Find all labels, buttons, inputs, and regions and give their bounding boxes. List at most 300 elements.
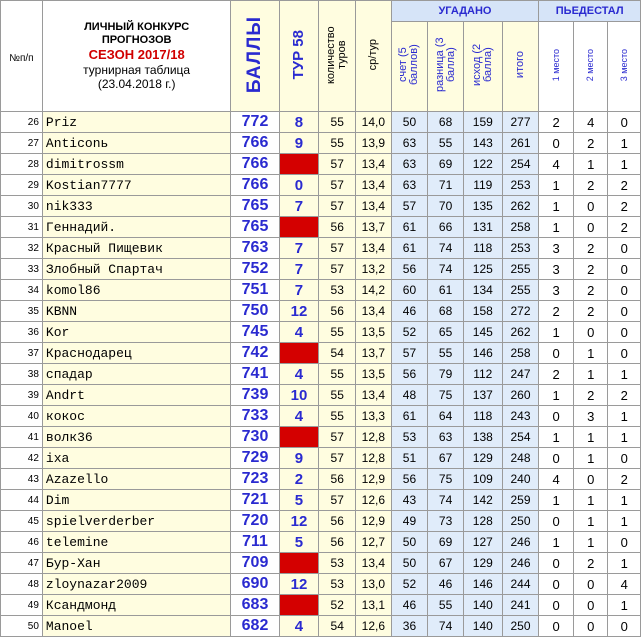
tours-count: 54 — [319, 616, 356, 637]
table-row — [1, 133, 641, 154]
participant-name: Anticonь — [42, 133, 231, 154]
guessed-diff: 55 — [428, 595, 464, 616]
row-number: 38 — [1, 364, 43, 385]
table-row — [1, 112, 641, 133]
podium-second: 0 — [573, 217, 608, 238]
tours-count: 56 — [319, 469, 356, 490]
participant-name: Manoel — [42, 616, 231, 637]
table-row — [1, 301, 641, 322]
podium-second: 1 — [573, 490, 608, 511]
points-value: 765 — [231, 217, 279, 238]
avg-per-tour: 13,2 — [356, 259, 392, 280]
participant-name: zloynazar2009 — [42, 574, 231, 595]
podium-first: 0 — [539, 616, 574, 637]
tours-count: 55 — [319, 112, 356, 133]
guessed-outcome: 146 — [463, 343, 502, 364]
participant-name: nik333 — [42, 196, 231, 217]
podium-second: 0 — [573, 322, 608, 343]
participant-name: Бур-Хан — [42, 553, 231, 574]
guessed-outcome: 112 — [463, 364, 502, 385]
avg-per-tour: 13,1 — [356, 595, 392, 616]
participant-name: Краснодарец — [42, 343, 231, 364]
podium-second: 0 — [573, 469, 608, 490]
tours-count: 57 — [319, 154, 356, 175]
participant-name: Ксандмонд — [42, 595, 231, 616]
tour-header — [279, 1, 319, 112]
podium-second: 0 — [573, 196, 608, 217]
table-row — [1, 322, 641, 343]
guessed-score: 48 — [391, 385, 428, 406]
guessed-score: 43 — [391, 490, 428, 511]
podium-third: 0 — [608, 616, 641, 637]
guessed-score: 63 — [391, 133, 428, 154]
points-value: 745 — [231, 322, 279, 343]
podium-second: 1 — [573, 532, 608, 553]
tours-count: 56 — [319, 532, 356, 553]
points-value: 729 — [231, 448, 279, 469]
tour-points — [279, 595, 319, 616]
guessed-group-label: УГАДАНО — [438, 5, 492, 17]
podium-second: 0 — [573, 574, 608, 595]
guessed-score: 36 — [391, 616, 428, 637]
avg-per-tour: 13,7 — [356, 217, 392, 238]
points-header-label: БАЛЛЫ — [243, 15, 265, 94]
guessed-outcome: 137 — [463, 385, 502, 406]
participant-name: ixa — [42, 448, 231, 469]
tour-points: 7 — [279, 259, 319, 280]
guessed-diff: 63 — [428, 427, 464, 448]
podium-first: 3 — [539, 238, 574, 259]
participant-name: кокос — [42, 406, 231, 427]
participant-name: Kostian7777 — [42, 175, 231, 196]
podium-third: 2 — [608, 469, 641, 490]
avg-per-tour: 13,4 — [356, 301, 392, 322]
row-number: 39 — [1, 385, 43, 406]
avg-per-tour: 13,4 — [356, 154, 392, 175]
podium-first: 0 — [539, 511, 574, 532]
guessed-diff: 66 — [428, 217, 464, 238]
tours-count: 55 — [319, 133, 356, 154]
guessed-score: 51 — [391, 448, 428, 469]
avg-per-tour: 12,8 — [356, 427, 392, 448]
tours-count-header — [319, 1, 356, 112]
table-row — [1, 616, 641, 637]
tour-header-label: ТУР 58 — [290, 29, 308, 80]
avg-per-tour: 13,9 — [356, 133, 392, 154]
podium-third: 0 — [608, 280, 641, 301]
row-number: 26 — [1, 112, 43, 133]
points-value: 720 — [231, 511, 279, 532]
guessed-total: 262 — [502, 322, 539, 343]
avg-header — [356, 1, 392, 112]
podium-second: 2 — [573, 280, 608, 301]
guessed-total: 254 — [502, 154, 539, 175]
total-header-label: итого — [514, 51, 526, 79]
podium-third: 1 — [608, 553, 641, 574]
podium-third: 4 — [608, 574, 641, 595]
guessed-diff: 69 — [428, 532, 464, 553]
guessed-diff: 67 — [428, 553, 464, 574]
num-header — [1, 1, 43, 112]
points-value: 752 — [231, 259, 279, 280]
podium-first: 0 — [539, 595, 574, 616]
standings-rows — [1, 112, 641, 637]
podium-second: 2 — [573, 301, 608, 322]
score-header-label: счет (5 баллов) — [397, 44, 421, 86]
row-number: 50 — [1, 616, 43, 637]
row-number: 34 — [1, 280, 43, 301]
podium-second: 2 — [573, 553, 608, 574]
podium-first: 0 — [539, 574, 574, 595]
podium-first: 0 — [539, 343, 574, 364]
row-number: 42 — [1, 448, 43, 469]
podium-second: 1 — [573, 364, 608, 385]
tours-count: 52 — [319, 595, 356, 616]
guessed-score: 63 — [391, 154, 428, 175]
participant-name: spielverderber — [42, 511, 231, 532]
guessed-score: 53 — [391, 427, 428, 448]
tours-count: 55 — [319, 406, 356, 427]
tour-points: 5 — [279, 490, 319, 511]
tour-points: 4 — [279, 322, 319, 343]
podium-third: 0 — [608, 448, 641, 469]
tours-count: 57 — [319, 427, 356, 448]
place2-header-label: 2 место — [585, 48, 596, 82]
participant-name: Dim — [42, 490, 231, 511]
podium-first: 1 — [539, 532, 574, 553]
podium-third: 0 — [608, 238, 641, 259]
table-row — [1, 406, 641, 427]
points-value: 711 — [231, 532, 279, 553]
podium-third: 1 — [608, 427, 641, 448]
avg-per-tour: 14,0 — [356, 112, 392, 133]
table-row — [1, 427, 641, 448]
podium-third: 1 — [608, 364, 641, 385]
guessed-total: 253 — [502, 238, 539, 259]
row-number: 35 — [1, 301, 43, 322]
guessed-diff: 55 — [428, 343, 464, 364]
tour-points: 12 — [279, 511, 319, 532]
podium-third: 2 — [608, 385, 641, 406]
participant-name: telemine — [42, 532, 231, 553]
guessed-outcome: 118 — [463, 238, 502, 259]
avg-per-tour: 14,2 — [356, 280, 392, 301]
tours-count: 56 — [319, 301, 356, 322]
points-value: 741 — [231, 364, 279, 385]
guessed-score: 60 — [391, 280, 428, 301]
guessed-total: 277 — [502, 112, 539, 133]
guessed-score: 56 — [391, 364, 428, 385]
tours-count: 54 — [319, 343, 356, 364]
guessed-diff: 61 — [428, 280, 464, 301]
guessed-outcome: 125 — [463, 259, 502, 280]
guessed-diff: 74 — [428, 616, 464, 637]
avg-per-tour: 13,4 — [356, 175, 392, 196]
tour-points: 4 — [279, 406, 319, 427]
guessed-outcome: 134 — [463, 280, 502, 301]
podium-first: 0 — [539, 406, 574, 427]
tour-points: 4 — [279, 364, 319, 385]
tours-count: 57 — [319, 259, 356, 280]
guessed-diff: 74 — [428, 238, 464, 259]
num-header-label: №п/п — [9, 52, 34, 64]
row-number: 28 — [1, 154, 43, 175]
tours-count: 57 — [319, 196, 356, 217]
podium-third: 1 — [608, 154, 641, 175]
podium-first: 1 — [539, 427, 574, 448]
row-number: 45 — [1, 511, 43, 532]
guessed-score: 52 — [391, 574, 428, 595]
guessed-outcome: 142 — [463, 490, 502, 511]
guessed-outcome: 146 — [463, 574, 502, 595]
points-value: 763 — [231, 238, 279, 259]
table-row — [1, 259, 641, 280]
row-number: 27 — [1, 133, 43, 154]
points-value: 766 — [231, 175, 279, 196]
table-row — [1, 280, 641, 301]
podium-first: 3 — [539, 259, 574, 280]
row-number: 46 — [1, 532, 43, 553]
podium-third: 1 — [608, 511, 641, 532]
guessed-outcome: 109 — [463, 469, 502, 490]
guessed-diff: 73 — [428, 511, 464, 532]
podium-first: 1 — [539, 490, 574, 511]
table-row — [1, 574, 641, 595]
guessed-total: 244 — [502, 574, 539, 595]
guessed-total: 253 — [502, 175, 539, 196]
guessed-total: 241 — [502, 595, 539, 616]
points-value: 765 — [231, 196, 279, 217]
table-row — [1, 217, 641, 238]
tours-count: 55 — [319, 385, 356, 406]
avg-per-tour: 12,7 — [356, 532, 392, 553]
participant-name: Andrt — [42, 385, 231, 406]
podium-second: 2 — [573, 385, 608, 406]
avg-per-tour: 13,5 — [356, 322, 392, 343]
guessed-diff: 46 — [428, 574, 464, 595]
podium-third: 0 — [608, 301, 641, 322]
guessed-score: 61 — [391, 238, 428, 259]
table-row — [1, 196, 641, 217]
participant-name: Злобный Спартач — [42, 259, 231, 280]
guessed-outcome: 140 — [463, 616, 502, 637]
guessed-outcome: 122 — [463, 154, 502, 175]
guessed-outcome: 140 — [463, 595, 502, 616]
tour-points: 9 — [279, 448, 319, 469]
tour-points — [279, 427, 319, 448]
outcome-header-label: исход (2 балла) — [470, 43, 494, 87]
guessed-score: 49 — [391, 511, 428, 532]
avg-per-tour: 13,5 — [356, 364, 392, 385]
podium-second: 2 — [573, 259, 608, 280]
table-row — [1, 490, 641, 511]
row-number: 44 — [1, 490, 43, 511]
points-header — [231, 1, 279, 112]
podium-first: 1 — [539, 175, 574, 196]
row-number: 40 — [1, 406, 43, 427]
tour-points: 5 — [279, 532, 319, 553]
guessed-total: 258 — [502, 343, 539, 364]
podium-third: 1 — [608, 406, 641, 427]
avg-per-tour: 13,4 — [356, 196, 392, 217]
tours-count: 56 — [319, 217, 356, 238]
diff-header-label: разница (3 балла) — [433, 37, 457, 93]
podium-first: 2 — [539, 112, 574, 133]
guessed-score: 46 — [391, 301, 428, 322]
podium-second: 1 — [573, 427, 608, 448]
outcome-header — [463, 22, 502, 112]
participant-name: komol86 — [42, 280, 231, 301]
guessed-total: 246 — [502, 532, 539, 553]
table-row — [1, 238, 641, 259]
guessed-score: 52 — [391, 322, 428, 343]
guessed-diff: 70 — [428, 196, 464, 217]
guessed-outcome: 128 — [463, 511, 502, 532]
tours-count: 53 — [319, 553, 356, 574]
tour-points: 8 — [279, 112, 319, 133]
score-header — [391, 22, 428, 112]
avg-per-tour: 13,7 — [356, 343, 392, 364]
participant-name: dimitrossm — [42, 154, 231, 175]
guessed-total: 261 — [502, 133, 539, 154]
tour-points: 4 — [279, 616, 319, 637]
tour-points: 10 — [279, 385, 319, 406]
tour-points: 12 — [279, 301, 319, 322]
place1-header — [539, 22, 574, 112]
points-value: 742 — [231, 343, 279, 364]
points-value: 723 — [231, 469, 279, 490]
guessed-outcome: 135 — [463, 196, 502, 217]
tour-points: 7 — [279, 238, 319, 259]
tour-points: 9 — [279, 133, 319, 154]
avg-per-tour: 13,0 — [356, 574, 392, 595]
tour-points — [279, 343, 319, 364]
title-line1: ЛИЧНЫЙ КОНКУРС — [84, 21, 190, 33]
points-value: 739 — [231, 385, 279, 406]
guessed-diff: 69 — [428, 154, 464, 175]
guessed-outcome: 127 — [463, 532, 502, 553]
tours-count: 55 — [319, 364, 356, 385]
participant-name: Kor — [42, 322, 231, 343]
guessed-outcome: 129 — [463, 448, 502, 469]
guessed-total: 248 — [502, 448, 539, 469]
place3-header — [608, 22, 641, 112]
guessed-outcome: 145 — [463, 322, 502, 343]
podium-first: 1 — [539, 196, 574, 217]
guessed-total: 246 — [502, 553, 539, 574]
podium-third: 0 — [608, 532, 641, 553]
podium-first: 0 — [539, 553, 574, 574]
guessed-total: 255 — [502, 280, 539, 301]
podium-first: 4 — [539, 469, 574, 490]
podium-first: 1 — [539, 322, 574, 343]
participant-name: волк36 — [42, 427, 231, 448]
podium-third: 0 — [608, 322, 641, 343]
guessed-score: 57 — [391, 196, 428, 217]
tour-points: 7 — [279, 196, 319, 217]
podium-third: 0 — [608, 259, 641, 280]
guessed-total: 260 — [502, 385, 539, 406]
podium-first: 2 — [539, 301, 574, 322]
avg-per-tour: 12,8 — [356, 448, 392, 469]
row-number: 29 — [1, 175, 43, 196]
guessed-total: 250 — [502, 511, 539, 532]
guessed-total: 250 — [502, 616, 539, 637]
guessed-outcome: 158 — [463, 301, 502, 322]
guessed-diff: 74 — [428, 490, 464, 511]
guessed-outcome: 159 — [463, 112, 502, 133]
tour-points: 12 — [279, 574, 319, 595]
row-number: 36 — [1, 322, 43, 343]
participant-name: KBNN — [42, 301, 231, 322]
row-number: 48 — [1, 574, 43, 595]
guessed-total: 258 — [502, 217, 539, 238]
guessed-diff: 65 — [428, 322, 464, 343]
points-value: 730 — [231, 427, 279, 448]
guessed-score: 46 — [391, 595, 428, 616]
guessed-diff: 67 — [428, 448, 464, 469]
participant-name: Azazello — [42, 469, 231, 490]
podium-third: 2 — [608, 196, 641, 217]
title-block — [42, 1, 231, 112]
table-row — [1, 595, 641, 616]
guessed-diff: 64 — [428, 406, 464, 427]
table-row — [1, 532, 641, 553]
podium-first: 2 — [539, 364, 574, 385]
avg-per-tour: 12,9 — [356, 511, 392, 532]
podium-first: 1 — [539, 217, 574, 238]
avg-per-tour: 13,4 — [356, 385, 392, 406]
table-row — [1, 469, 641, 490]
points-value: 709 — [231, 553, 279, 574]
guessed-diff: 68 — [428, 112, 464, 133]
guessed-score: 61 — [391, 217, 428, 238]
tour-points — [279, 154, 319, 175]
guessed-outcome: 129 — [463, 553, 502, 574]
guessed-score: 57 — [391, 343, 428, 364]
guessed-score: 63 — [391, 175, 428, 196]
podium-first: 4 — [539, 154, 574, 175]
table-row — [1, 511, 641, 532]
date-label: (23.04.2018 г.) — [97, 77, 176, 91]
tours-count: 57 — [319, 448, 356, 469]
guessed-diff: 79 — [428, 364, 464, 385]
tours-count: 57 — [319, 175, 356, 196]
title-line2: ПРОГНОЗОВ — [101, 34, 172, 46]
row-number: 49 — [1, 595, 43, 616]
guessed-diff: 75 — [428, 469, 464, 490]
avg-per-tour: 13,4 — [356, 238, 392, 259]
podium-third: 1 — [608, 595, 641, 616]
tour-points — [279, 217, 319, 238]
table-row — [1, 553, 641, 574]
guessed-score: 56 — [391, 259, 428, 280]
row-number: 33 — [1, 259, 43, 280]
points-value: 721 — [231, 490, 279, 511]
guessed-diff: 68 — [428, 301, 464, 322]
tours-count: 56 — [319, 511, 356, 532]
podium-third: 0 — [608, 343, 641, 364]
podium-second: 4 — [573, 112, 608, 133]
guessed-outcome: 118 — [463, 406, 502, 427]
podium-second: 2 — [573, 133, 608, 154]
podium-second: 0 — [573, 616, 608, 637]
podium-second: 1 — [573, 343, 608, 364]
points-value: 682 — [231, 616, 279, 637]
podium-second: 1 — [573, 154, 608, 175]
total-header — [502, 22, 539, 112]
podium-third: 0 — [608, 112, 641, 133]
